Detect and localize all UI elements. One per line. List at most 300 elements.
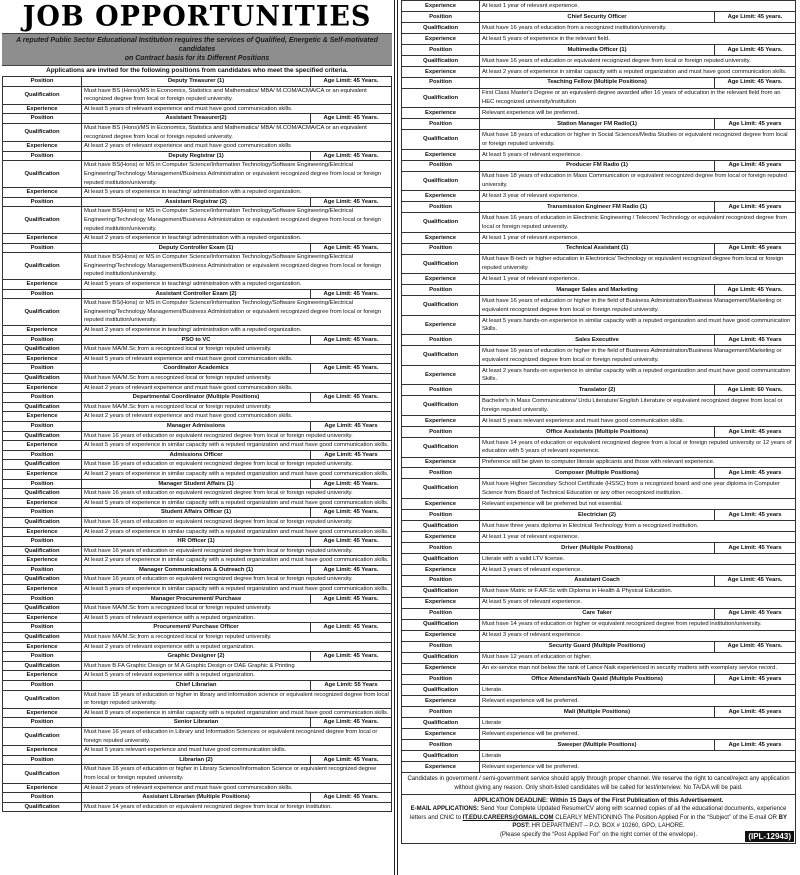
position-title: Coordinator Academics <box>82 364 311 373</box>
qualification-label: Qualification <box>402 89 480 108</box>
qualification-row <box>402 213 795 233</box>
experience-row <box>3 585 391 595</box>
qualification-row-text: Must have 16 years of education or equivalent recognized degree from local or foreign reputed university. <box>84 432 353 439</box>
experience-row <box>3 234 391 244</box>
qualification-label: Qualification <box>402 172 480 191</box>
position-row <box>402 576 795 587</box>
experience-row <box>402 191 795 202</box>
qualification-row <box>3 728 391 746</box>
position-row <box>402 119 795 130</box>
qualification-row <box>3 403 391 413</box>
qualification-row <box>402 718 795 729</box>
qualification-label: Qualification <box>402 718 480 728</box>
position-label: Position <box>3 198 82 207</box>
position-title: Chief Librarian <box>82 681 311 690</box>
banner-line-2: on Contract basis for its Different Positions <box>124 55 270 62</box>
position-title: Office Assistants (Multiple Positions) <box>480 427 715 437</box>
qualification-row-text: Must have MA/M.Sc from a recognized local or foreign reputed university. <box>84 605 272 612</box>
position-row <box>402 45 795 56</box>
position-row <box>3 480 391 490</box>
qualification-row <box>402 521 795 532</box>
position-label: Position <box>402 385 480 395</box>
qualification-row-text: Must have 16 years of education from a recognized institution/university. <box>482 24 667 31</box>
experience-row <box>402 729 795 740</box>
qualification-label: Qualification <box>3 124 82 141</box>
qualification-label: Qualification <box>3 87 82 104</box>
age-limit: Age Limit: 45 years <box>728 742 782 748</box>
experience-label: Experience <box>402 67 480 77</box>
qualification-row-text: Must have 14 years of education or higher or equivalent recognized degree from reputed institution/university. <box>482 621 762 628</box>
age-limit: Age Limit: 45 Years. <box>323 336 379 343</box>
position-title: Graphic Designer (2) <box>82 652 311 661</box>
position-label: Position <box>3 290 82 299</box>
position-title: Assistant Registrar (2) <box>82 198 311 207</box>
position-row <box>3 336 391 346</box>
qualification-row-text: Must have B-tech or higher education in Electronics/ Technology or equivalent recognized degree from local or foreign reputed university. <box>482 256 784 272</box>
age-limit: Age Limit: 45 Years. <box>323 365 379 372</box>
position-label: Position <box>402 78 480 88</box>
qualification-row-text: Must have 18 years of education or higher in library and information science or equivalent recognized degree from local or foreign reputed university. <box>84 691 389 707</box>
qualification-row <box>402 346 795 366</box>
email-text-2: CLEARLY MENTIONING The Position Applied For in the “Subject” of the E-mail OR <box>553 814 779 821</box>
experience-row-text: At least 3 years of relevant experience. <box>482 632 582 639</box>
qualification-row <box>3 518 391 528</box>
qualification-label: Qualification <box>3 403 82 412</box>
qualification-label: Qualification <box>402 587 480 597</box>
qualification-label: Qualification <box>3 547 82 556</box>
qualification-row <box>3 345 391 355</box>
experience-row <box>402 696 795 707</box>
experience-row <box>402 67 795 78</box>
position-row <box>3 364 391 374</box>
experience-row <box>402 366 795 386</box>
position-row <box>402 510 795 521</box>
qualification-row-text: Must have 16 years of education or equivalent recognized degree from local or foreign reputed university. <box>84 518 353 525</box>
experience-row <box>3 671 391 681</box>
qualification-row-text: Must have MA/M.Sc from a recognized local or foreign reputed university. <box>84 375 272 381</box>
qualification-label: Qualification <box>402 438 480 457</box>
experience-row-text: At least 5 years of experience in similar capacity with a reputed organization and must have good communication skills. <box>84 442 389 449</box>
experience-row <box>402 108 795 119</box>
qualification-row <box>3 604 391 614</box>
position-title: Driver (Multiple Positions) <box>480 543 715 553</box>
position-title: Assistant Treasurer(2) <box>82 114 311 123</box>
experience-row-text: At least 1 year of relevant experience. <box>482 276 579 282</box>
position-label: Position <box>3 152 82 161</box>
experience-label: Experience <box>402 664 480 674</box>
experience-row <box>402 565 795 576</box>
position-title: Security Guard (Multiple Positions) <box>480 642 715 652</box>
position-title: Senior Librarian <box>82 718 311 727</box>
experience-row <box>402 631 795 642</box>
experience-row-text: At least 5 years of relevant experience. <box>482 151 582 158</box>
qualification-row <box>3 633 391 643</box>
qualification-row <box>402 554 795 565</box>
deadline: APPLICATION DEADLINE: Within 15 Days of the First Publication of this Advertisement. <box>473 798 724 805</box>
experience-label: Experience <box>402 34 480 44</box>
qualification-row <box>3 299 391 326</box>
position-title: Manager Admissions <box>82 422 311 431</box>
qualification-row-text: Literate <box>482 720 502 727</box>
position-row <box>3 537 391 547</box>
position-label: Position <box>3 508 82 517</box>
qualification-row-text: Must have 14 years of education or equivalent recognized degree from a local or foreign reputed university or 12 years of education with 5 years of relevant experience. <box>482 439 792 455</box>
experience-label: Experience <box>402 499 480 509</box>
experience-row-text: At least 2 years of relevant experience and must have good communication skills <box>84 143 291 150</box>
position-label: Position <box>3 364 82 373</box>
age-limit: Age Limit: 45 Years. <box>323 538 379 545</box>
banner-line-1: A reputed Public Sector Educational Institution requires the services of Qualified, Energetic & Self-motivated candidates <box>16 37 378 53</box>
position-title: Procurement/ Purchase Officer <box>82 623 311 632</box>
qualification-row <box>3 765 391 783</box>
experience-row <box>3 355 391 365</box>
position-row <box>402 707 795 718</box>
position-title: Transmission Engineer FM Radio (1) <box>480 202 715 212</box>
experience-row <box>3 643 391 653</box>
position-label: Position <box>3 393 82 402</box>
experience-row <box>402 499 795 510</box>
qualification-row-text: Must have 16 years of education or equivalent recognized degree from local or foreign reputed university. <box>482 57 751 64</box>
experience-label: Experience <box>3 499 82 508</box>
position-row <box>3 422 391 432</box>
age-limit: Age Limit: 45 Years. <box>323 480 379 487</box>
qualification-row-text: Must have 16 years of education or higher in the field of Business Administration/Business Management/Marketing or equivalent recognized degree from local or foreign reputed university. <box>482 297 782 313</box>
email-instructions <box>405 805 792 830</box>
qualification-row <box>3 207 391 234</box>
experience-label: Experience <box>402 696 480 706</box>
email-label: E-MAIL APPLICATIONS: <box>410 806 479 813</box>
age-limit: Age Limit: 45 Years. <box>727 577 783 584</box>
position-row <box>402 161 795 172</box>
position-row <box>3 114 391 124</box>
position-title: Electrician (2) <box>480 510 715 520</box>
position-label: Position <box>402 740 480 750</box>
position-label: Position <box>402 642 480 652</box>
position-label: Position <box>402 45 480 55</box>
qualification-row <box>402 479 795 499</box>
position-row <box>3 393 391 403</box>
position-row <box>3 77 391 87</box>
experience-row-text: At least 2 years of experience in similar capacity with a reputed organization and must have good communication skills. <box>482 68 787 75</box>
position-label: Position <box>3 793 82 802</box>
experience-label: Experience <box>402 729 480 739</box>
qualification-row-text: Must have 16 years of education or higher in Library Science/Information Science or equivalent recognized degree from local or foreign reputed university. <box>84 766 377 781</box>
experience-row <box>3 412 391 422</box>
qualification-row <box>402 620 795 631</box>
experience-row-text: At least 1 year of relevant experience. <box>482 533 579 540</box>
position-label: Position <box>402 543 480 553</box>
experience-row <box>402 416 795 427</box>
qualification-row-text: Literate with a valid LTV license. <box>482 555 565 562</box>
experience-row-text: At least 5 years hands-on experience in similar capacity with a reputed organization and must have good communication Skills. <box>482 317 791 333</box>
qualification-label: Qualification <box>3 299 82 325</box>
qualification-label: Qualification <box>3 432 82 441</box>
experience-label: Experience <box>3 326 82 335</box>
experience-row <box>3 280 391 290</box>
qualification-row-text: Literate. <box>482 687 503 694</box>
experience-label: Experience <box>402 631 480 641</box>
qualification-label: Qualification <box>402 521 480 531</box>
age-limit: Age Limit: 45 Years. <box>727 643 783 650</box>
experience-row-text: At least 2 years of experience in teaching/ administration with a reputed organization. <box>84 235 302 242</box>
position-label: Position <box>3 566 82 575</box>
qualification-row <box>402 23 795 34</box>
experience-row-text: At least 2 years of relevant experience with a reputed organization. <box>84 643 255 650</box>
qualification-row-text: Must have MA/M.Sc from a recognized local or foreign reputed university. <box>84 403 272 410</box>
experience-label: Experience <box>402 458 480 468</box>
experience-row <box>402 233 795 244</box>
age-limit: Age Limit: 45 years <box>728 162 782 169</box>
institution-banner <box>2 33 392 66</box>
age-limit: Age Limit: 45 years <box>728 470 782 477</box>
position-label: Position <box>402 119 480 129</box>
qualification-row-text: Bachelor's in Mass Communications/ Urdu Literature/ English Literature or equivalent recognized degree from local or foreign reputed university. <box>482 398 783 413</box>
qualification-row-text: Must have BS(Hons) or MS in Computer Science/Information Technology/Software Engineering/Electrical Engineering/Technology Management/Business Administration or equivalent recognized degree from local or foreign reputed institution/university. <box>84 208 382 232</box>
experience-row-text: Preference will be given to computer literate applicants and those with relevant experience. <box>482 459 715 466</box>
right-jobs-table <box>401 0 796 773</box>
qualification-row <box>3 253 391 280</box>
experience-row <box>3 470 391 480</box>
age-limit: Age Limit: 45 Years. <box>323 244 379 251</box>
experience-row-text: At least 1 year of relevant experience. <box>482 234 579 241</box>
experience-row-text: At least 2 years of experience in teaching/ administration with a reputed organization. <box>84 327 302 334</box>
experience-row <box>3 556 391 566</box>
qualification-row <box>3 575 391 585</box>
position-label: Position <box>3 756 82 765</box>
experience-label: Experience <box>402 565 480 575</box>
position-title: Librarian (2) <box>82 756 311 765</box>
experience-row-text: At least 2 years of relevant experience and must have good communication skills. <box>84 413 293 420</box>
position-title: HR Officer (1) <box>82 537 311 546</box>
experience-row <box>3 326 391 336</box>
experience-row <box>402 458 795 469</box>
experience-label: Experience <box>402 108 480 118</box>
age-limit: Age Limit: 45 years <box>728 709 782 716</box>
position-title: Composer (Multiple Positions) <box>480 468 715 478</box>
age-limit: Age Limit: 45 Years. <box>323 509 379 516</box>
qualification-row-text: Must have 16 years of education or equivalent recognized degree from local or foreign reputed university. <box>84 547 353 554</box>
qualification-label: Qualification <box>402 479 480 498</box>
position-row <box>3 681 391 691</box>
experience-row <box>3 709 391 719</box>
terms-note: Candidates in government / semi-government service should apply through proper channel. We reserve the right to cancel/reject any application without giving any reason. Only short-listed candidates will be called for test/interview. No TA/DA will be paid. <box>401 773 796 795</box>
position-label: Position <box>3 681 82 690</box>
qualification-label: Qualification <box>3 489 82 498</box>
experience-label: Experience <box>3 528 82 537</box>
qualification-row <box>3 460 391 470</box>
position-label: Position <box>402 161 480 171</box>
qualification-row-text: Must have 16 years of education in Electronic Engineering / Telecom/ Technology or equivalent recognized degree from local or foreign reputed university. <box>482 214 788 230</box>
position-title: Producer FM Radio (1) <box>480 161 715 171</box>
position-row <box>3 623 391 633</box>
position-title: Manager Sales and Marketing <box>480 285 715 295</box>
position-label: Position <box>402 468 480 478</box>
experience-row-text: At least 5 years relevant experience and must have good communication skills. <box>482 417 685 424</box>
position-title: Chief Security Officer <box>480 12 715 22</box>
qualification-label: Qualification <box>3 207 82 233</box>
experience-row <box>3 614 391 624</box>
experience-row <box>3 105 391 115</box>
qualification-row <box>402 438 795 458</box>
qualification-label: Qualification <box>3 633 82 642</box>
experience-row <box>402 762 795 773</box>
position-label: Position <box>402 202 480 212</box>
qualification-row <box>3 374 391 384</box>
experience-label: Experience <box>3 470 82 479</box>
email-address-link[interactable]: IT.EDU.CAREERS@GMAIL.COM <box>462 814 554 821</box>
age-limit: Age Limit: 45 years <box>728 676 782 683</box>
age-limit: Age Limit: 45 years <box>728 203 782 210</box>
age-limit: Age Limit: 60 Years. <box>727 387 783 394</box>
qualification-row-text: Must have 18 years of education or higher in Social Sciences/Media Studies or equivalent recognized degree from local or foreign reputed university. <box>482 131 788 147</box>
position-row <box>402 543 795 554</box>
position-title: Manager Communications & Outreach (1) <box>82 566 311 575</box>
experience-label: Experience <box>402 233 480 243</box>
experience-row <box>3 499 391 509</box>
post-note: (Please specify the “Post Applied For” on the right corner of the envelope). <box>499 831 698 838</box>
qualification-row <box>3 547 391 557</box>
qualification-label: Qualification <box>402 346 480 365</box>
position-label: Position <box>3 336 82 345</box>
experience-row-text: At least 5 years of relevant experience with a reputed organization. <box>84 672 255 679</box>
qualification-label: Qualification <box>402 554 480 564</box>
position-label: Position <box>402 285 480 295</box>
qualification-row-text: Must have 18 years of education in Mass Communication or equivalent recognized degree from local or foreign reputed university. <box>482 173 787 189</box>
experience-row-text: At least 5 years of relevant experience and must have good communication skills. <box>84 105 293 112</box>
position-title: Sweeper (Multiple Positions) <box>480 740 715 750</box>
experience-row <box>3 441 391 451</box>
position-label: Position <box>402 576 480 586</box>
qualification-label: Qualification <box>402 23 480 33</box>
position-row <box>3 290 391 300</box>
experience-row-text: At least 8 years of experience in similar capacity with a reputed organization and must have good communication skills. <box>84 709 389 716</box>
email-text: Send Your Complete Updated Resume/CV along with scanned copies of all the educational documents, experience letters and CNIC to <box>410 806 787 821</box>
experience-label: Experience <box>402 762 480 772</box>
age-limit: Age Limit: 45 Years. <box>727 46 783 53</box>
position-row <box>3 718 391 728</box>
position-label: Position <box>402 12 480 22</box>
qualification-label: Qualification <box>3 728 82 745</box>
qualification-row-text: Must have 16 years of education or equivalent recognized degree from local or foreign reputed university. <box>84 576 353 583</box>
qualification-label: Qualification <box>402 653 480 663</box>
qualification-row-text: Must have 16 years of education in Library and Information Sciences or equivalent recognized degree from local or foreign reputed university. <box>84 728 378 744</box>
qualification-label: Qualification <box>402 396 480 415</box>
experience-row-text: At least 2 years hands-on experience in similar capacity with a reputed organization and must have good communication Skills. <box>482 367 791 383</box>
qualification-label: Qualification <box>3 662 82 671</box>
age-limit: Age Limit: 45 Years <box>324 451 378 458</box>
position-title: Teaching Fellow (Multiple Positions) <box>480 78 715 88</box>
experience-row-text: At least 5 years of relevant experience with a reputed organization. <box>84 614 255 621</box>
age-limit: Age Limit: 45 Years <box>728 610 782 617</box>
position-row <box>3 652 391 662</box>
position-label: Position <box>402 427 480 437</box>
experience-row-text: At least 5 years of relevant experience. <box>482 599 582 606</box>
position-row <box>3 152 391 162</box>
age-limit: Age Limit: 45 Years. <box>323 78 379 84</box>
qualification-label: Qualification <box>3 161 82 187</box>
experience-row-text: At least 5 years of experience in teaching/ administration with a reputed organization. <box>84 189 302 196</box>
experience-row <box>3 746 391 756</box>
age-limit: Age Limit: 45 Years. <box>323 290 379 297</box>
position-title: Care Taker <box>480 609 715 619</box>
experience-row-text: At least 5 years relevant experience and must have good communication skills. <box>84 747 287 754</box>
position-row <box>3 198 391 208</box>
experience-label: Experience <box>3 188 82 197</box>
qualification-row-text: Must have 12 years of education or higher. <box>482 654 592 661</box>
position-row <box>3 793 391 803</box>
ad-reference-badge: (IPL-12943) <box>745 831 794 842</box>
age-limit: Age Limit: 45 Years. <box>727 79 783 86</box>
position-row <box>402 675 795 686</box>
qualification-row <box>402 587 795 598</box>
qualification-row <box>402 89 795 109</box>
qualification-row <box>3 124 391 142</box>
experience-label: Experience <box>3 784 82 793</box>
position-title: Station Manager FM Radio(1) <box>480 119 715 129</box>
position-label: Position <box>402 335 480 345</box>
age-limit: Age Limit: 45 Years. <box>323 595 379 602</box>
position-title: Admissions Officer <box>82 451 311 460</box>
qualification-row-text: Must have three years diploma in Electrical Technology from a recognized institution. <box>482 522 699 529</box>
position-label: Position <box>3 718 82 727</box>
qualification-row-text: Must have 14 years of education or equivalent recognized degree from local or foreign institution. <box>84 803 332 810</box>
age-limit: Age Limit: 45 Years. <box>727 286 783 293</box>
experience-label: Experience <box>3 585 82 594</box>
age-limit: Age Limit: 55 Years <box>324 682 378 688</box>
position-label: Position <box>3 422 82 431</box>
position-title: Manager Student Affairs (1) <box>82 480 311 489</box>
experience-row-text: Relevant experience will be preferred. <box>482 698 579 705</box>
qualification-row-text: Must have 16 years of education or equivalent recognized degree from local or foreign reputed university. <box>84 461 353 468</box>
age-limit: Age Limit: 45 Years. <box>323 152 379 159</box>
qualification-label: Qualification <box>402 130 480 149</box>
age-limit: Age Limit: 45 years <box>728 245 782 252</box>
position-row <box>402 12 795 23</box>
qualification-row <box>3 662 391 672</box>
experience-row <box>402 150 795 161</box>
position-title: Office Attendant/Naib Qasid (Multiple Positions) <box>480 675 715 685</box>
age-limit: Age Limit: 45 Years. <box>323 624 379 631</box>
experience-label: Experience <box>3 556 82 565</box>
age-limit: Age Limit: 45 Years. <box>323 794 379 801</box>
age-limit: Age Limit: 45 years <box>728 120 782 127</box>
experience-label: Experience <box>3 384 82 393</box>
qualification-row-text: Literate <box>482 752 502 759</box>
position-row <box>3 244 391 254</box>
experience-label: Experience <box>3 412 82 421</box>
qualification-row-text: Must have Matric or F.A/F.Sc with Diploma in Health & Physical Education. <box>482 588 673 595</box>
qualification-row <box>3 161 391 188</box>
position-label: Position <box>402 675 480 685</box>
experience-row <box>402 34 795 45</box>
position-row <box>402 385 795 396</box>
position-label: Position <box>3 595 82 604</box>
experience-row <box>402 1 795 12</box>
experience-label: Experience <box>3 614 82 623</box>
position-title: Multimedia Officer (1) <box>480 45 715 55</box>
qualification-row <box>402 172 795 192</box>
experience-row-text: At least 2 years of relevant experience and must have good communication skills. <box>84 384 293 391</box>
position-title: Technical Assistant (1) <box>480 244 715 254</box>
age-limit: Age Limit: 45 Years. <box>323 653 379 660</box>
position-title: Deputy Registrar (1) <box>82 152 311 161</box>
qualification-row-text: Must have Higher Secondary School Certificate (HSSC) from a recognized board and one year diploma in Computer Science from Board of Technical Education or any other recognized institution. <box>482 481 780 496</box>
qualification-row <box>3 691 391 709</box>
age-limit: Age Limit: 45 years <box>728 428 782 435</box>
qualification-row-text: Must have BS(Hons) or MS in Computer Science/Information Technology/Software Engineering/Electrical Engineering/Technology Management/Business Administration or equivalent recognized degree from local or foreign reputed institution/university. <box>84 254 382 278</box>
qualification-label: Qualification <box>402 255 480 274</box>
experience-row-text: At least 5 years of relevant experience and must have good communication skills. <box>84 355 293 362</box>
